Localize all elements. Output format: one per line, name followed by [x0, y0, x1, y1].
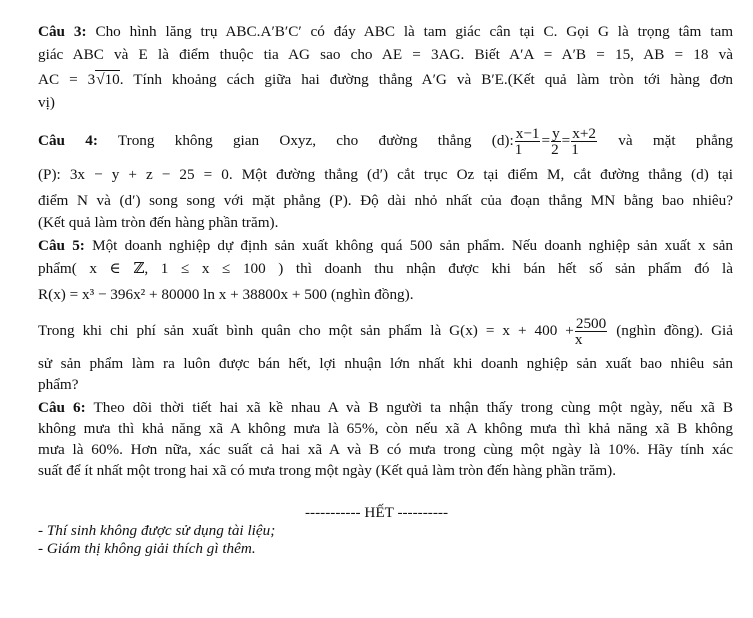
q3-line-1: Câu 3: Cho hình lăng trụ ABC.A′B′C′ có đáy ABC là tam giác cân tại C. Gọi G là trọng tâm tam: [38, 23, 734, 40]
q5-line-6: phẩm?: [38, 376, 79, 393]
note-1: - Thí sinh không được sử dụng tài liệu;: [38, 522, 276, 539]
q6-line-2: không mưa thì khả năng xã A không mưa là 65%, còn nếu xã A không mưa thì khả năng xã B không: [38, 420, 733, 437]
q4-line-1: Câu 4: Trong không gian Oxyz, cho đường thẳng (d): $\frac{x-1}{1}$ = $\frac{y}{2}$ = $\frac{x+2}{1}$ và mặt phẳng: [38, 125, 733, 159]
q5-line-4: Trong khi chi phí sản xuất bình quân cho một sản phẩm là G(x) = x + 400 + $\frac{2500}{x}$ (nghìn đồng). Giả: [38, 315, 734, 349]
q6-line-4: suất để ít nhất một trong hai xã có mưa trong một ngày (Kết quả làm tròn đến hàng phần trăm).: [38, 462, 617, 479]
q3-line-3: AC = 3√10. Tính khoảng cách giữa hai đường thẳng A′G và B′E.(Kết quả làm tròn tới hàng đơn: [38, 71, 733, 88]
q4-line-2: (P): 3x − y + z − 25 = 0. Một đường thẳng (d′) cắt trục Oz tại điểm M, cắt đường thẳng (d) tại: [38, 166, 733, 183]
q5-label: Câu 5:: [38, 237, 85, 254]
fraction-3: $\frac{x+2}{1}$: [571, 125, 596, 159]
q6-label: Câu 6:: [38, 399, 86, 416]
fraction-1: $\frac{x-1}{1}$: [514, 125, 540, 159]
q5-line-1: Câu 5: Một doanh nghiệp dự định sản xuất không quá 500 sản phẩm. Nếu doanh nghiệp sản xuất x sản: [38, 237, 734, 254]
fraction-2500-x: $\frac{2500}{x}$: [574, 315, 607, 349]
q4-line-3: điểm N và (d′) song song với mặt phẳng (P). Độ dài nhỏ nhất của đoạn thẳng MN bằng bao nhiêu?: [38, 192, 733, 209]
q3-label: Câu 3:: [38, 23, 87, 40]
q5-line-2: phẩm( x ∈ ℤ, 1 ≤ x ≤ 100 ) thì doanh thu nhận được khi bán hết số sản phẩm đó là: [38, 260, 733, 277]
end-marker: ----------- HẾT ----------: [304, 504, 449, 521]
q6-line-3: mưa là 60%. Hơn nữa, xác suất cả hai xã A và B có mưa trong cùng một ngày là 10%. Hãy tính xác: [38, 441, 733, 458]
q6-line-1: Câu 6: Theo dõi thời tiết hai xã kề nhau A và B người ta nhận thấy trong cùng một ngày, nếu xã B: [38, 399, 733, 416]
q4-line-4: (Kết quả làm tròn đến hàng phần trăm).: [38, 214, 279, 231]
q4-label: Câu 4:: [38, 132, 98, 149]
q5-line-5: sử sản phẩm làm ra luôn được bán hết, lợi nhuận lớn nhất khi doanh nghiệp sản xuất bao nhiêu sản: [38, 355, 733, 372]
note-2: - Giám thị không giải thích gì thêm.: [38, 540, 256, 557]
q5-line-3: R(x) = x³ − 396x² + 80000 ln x + 38800x + 500 (nghìn đồng).: [38, 286, 414, 303]
q3-line-2: giác ABC và E là điểm thuộc tia AG sao cho AE = 3AG. Biết A′A = A′B = 15, AB = 18 và: [38, 46, 733, 63]
q3-line-4: vị): [38, 94, 55, 111]
fraction-2: $\frac{y}{2}$: [551, 125, 560, 159]
